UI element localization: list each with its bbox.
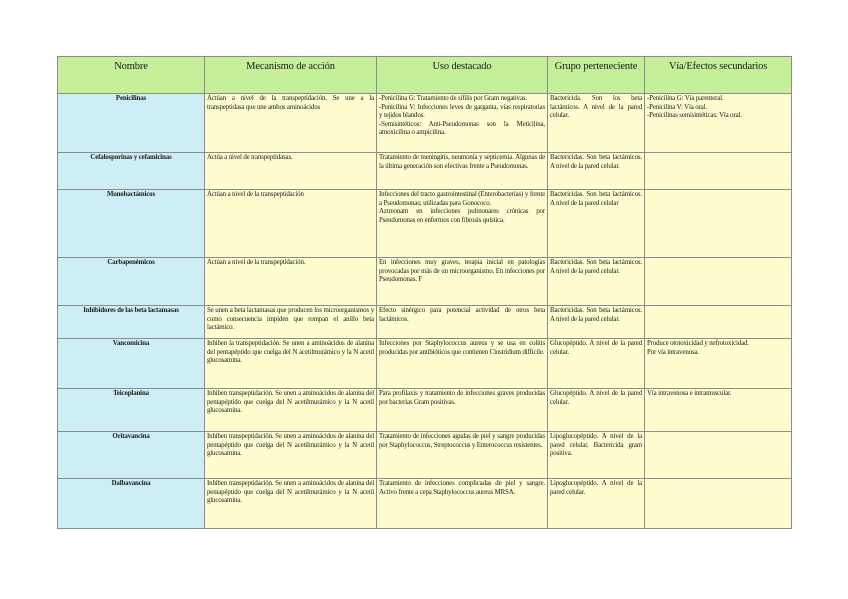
header-via: Vía/Efectos secundarios: [645, 57, 792, 94]
table-row: [58, 479, 792, 529]
group-cell: Glucopéptido. A nivel de la pared celular.: [548, 339, 645, 389]
drug-name-cell: Oritavancina: [58, 432, 205, 479]
route-line: Produce ototoxicidad y nefrotoxicidad.: [647, 340, 749, 347]
use-line: Infecciones del tracto gastrointestinal (Enterobacterias) y frente a Pseudomonas; utilizadas para Gonococo.: [379, 191, 545, 207]
route-cell: [645, 389, 792, 432]
group-cell: Bactericidas. Son beta lactámicos. A nivel de la pared celular.: [548, 258, 645, 306]
route-cell: [645, 190, 792, 258]
use-cell: [377, 190, 548, 258]
group-cell: Bactericida. Son los beta lactámicos. A nivel de la pared celular.: [548, 94, 645, 153]
use-cell: [377, 339, 548, 389]
drug-name-cell: Inhibidores de las beta lactamasas: [58, 306, 205, 339]
use-cell: [377, 258, 548, 306]
drug-name-cell: Teicoplanina: [58, 389, 205, 432]
table-row: [58, 306, 792, 339]
use-line: -Semisintéticos: Anti-Pseudomonas son la Meticilina, amoxicilina o ampicilina.: [379, 120, 545, 137]
header-nombre: Nombre: [58, 57, 205, 94]
group-cell: Glucopéptido. A nivel de la pared celular.: [548, 389, 645, 432]
route-cell: [645, 153, 792, 190]
route-cell: [645, 339, 792, 389]
mechanism-cell: Actúa a nivel de transpeptidasas.: [205, 153, 377, 190]
route-cell: [645, 258, 792, 306]
drug-name-cell: Dalbavancina: [58, 479, 205, 529]
header-uso: Uso destacado: [377, 57, 548, 94]
use-cell: [377, 153, 548, 190]
route-line: -Penicilinas semisintéticas: Vía oral.: [647, 112, 742, 120]
drug-name-cell: Cefalosporinas y cefamicinas: [58, 153, 205, 190]
use-line: -Penicilina G: Tratamiento de sífilis por Gram negativas.: [379, 95, 527, 102]
use-line: En infecciones muy graves, terapia inicial en patologías provocadas por más de un microorganismo. En infecciones por Pseudomonas. F: [379, 259, 545, 284]
use-cell: [377, 432, 548, 479]
drug-name-cell: Vancomicina: [58, 339, 205, 389]
use-line: Tratamiento de infecciones agudas de piel y sangre producidas por Staphylococcus, Streptococcus y Enterococcus resistentes.: [379, 433, 545, 449]
use-line: Para profilaxis y tratamiento de infecciones graves producidas por bacterias Gram positivas.: [379, 390, 545, 406]
mechanism-cell: Inhiben la transpeptidación. Se unen a aminoácidos de alanina del pentapéptido que cuelga del N acetilmurámico y la N acetil glucosamina.: [205, 339, 377, 389]
group-cell: Lipoglucopéptido. A nivel de la pared celular.: [548, 479, 645, 529]
route-cell: [645, 432, 792, 479]
use-line: Efecto sinérgico para potencial actividad de otros beta lactámicos.: [379, 307, 545, 323]
antibiotics-table: [57, 56, 792, 529]
use-line: -Penicilina V: Infecciones leves de garganta, vías respiratorias y tejidos blandos.: [379, 103, 545, 120]
route-line: -Penicilina G: Vía parenteral.: [647, 95, 724, 102]
use-line: Tratamiento de infecciones complicadas de piel y sangre. Activo frente a cepa Staphylococcus aureus MRSA.: [379, 480, 545, 496]
table-row: [58, 258, 792, 306]
drug-name-cell: Monobactámicos: [58, 190, 205, 258]
header-row: [58, 57, 792, 94]
table-row: [58, 153, 792, 190]
route-cell: [645, 306, 792, 339]
use-cell: [377, 389, 548, 432]
mechanism-cell: Actúan a nivel de la transpeptidación.: [205, 258, 377, 306]
table-row: [58, 432, 792, 479]
mechanism-cell: Inhiben transpeptidación. Se unen a aminoácidos de alanina del pentapéptido que cuelga del N acetilmurámico y la N acetil glucosamina.: [205, 389, 377, 432]
header-grupo: Grupo perteneciente: [548, 57, 645, 94]
use-cell: [377, 94, 548, 153]
route-line: -Penicilina V: Vía oral.: [647, 103, 707, 111]
group-cell: Bactericidas. Son beta lactámicos. A nivel de la pared celular: [548, 190, 645, 258]
table-row: [58, 94, 792, 153]
mechanism-cell: Inhiben transpeptidación. Se unen a aminoácidos de alanina del pentapéptido que cuelga del N acetilmurámico y la N acetil glucosamina.: [205, 432, 377, 479]
route-cell: [645, 94, 792, 153]
use-line: Tratamiento de meningitis, neumonía y septicemia. Algunas de la última generación son efectivas frente a Pseudomonas.: [379, 154, 545, 170]
route-cell: [645, 479, 792, 529]
header-mecanismo: Mecanismo de acción: [205, 57, 377, 94]
table-row: [58, 339, 792, 389]
route-line: Por vía intravenosa.: [647, 348, 699, 356]
mechanism-cell: Inhiben transpeptidación. Se unen a aminoácidos de alanina del pentapéptido que cuelga del N acetilmurámico y la N acetil glucosamina.: [205, 479, 377, 529]
drug-name-cell: Penicilinas: [58, 94, 205, 153]
mechanism-cell: Actúan a nivel de la transpeptidación: [205, 190, 377, 258]
drug-name-cell: Carbapenémicos: [58, 258, 205, 306]
group-cell: Bactericidas. Son beta lactámicos. A nivel de la pared celular.: [548, 306, 645, 339]
group-cell: Lipoglucopéptido. A nivel de la pared celular. Bactericida gram positiva.: [548, 432, 645, 479]
table-row: [58, 190, 792, 258]
use-cell: [377, 479, 548, 529]
group-cell: Bactericidas. Son beta lactámicos. A nivel de la pared celular.: [548, 153, 645, 190]
use-line: Aztreonam en infecciones pulmonares crónicas por Pseudomonas en enfermos con fibrosis quística.: [379, 208, 545, 224]
mechanism-cell: Actúan a nivel de la transpeptidación. Se une a la transpeptidasa que une ambos aminoácidos: [205, 94, 377, 153]
use-line: Infecciones por Staphylococcus aureus y se usa en colitis producidas por antibióticos que contienen Clostridium difficile.: [379, 340, 545, 356]
route-line: Vía intravenosa e intramuscular.: [647, 390, 732, 397]
table-row: [58, 389, 792, 432]
use-cell: [377, 306, 548, 339]
mechanism-cell: Se unen a beta lactamasas que producen los microorganismos y como consecuencia impiden que rompan el anillo beta lactámico.: [205, 306, 377, 339]
